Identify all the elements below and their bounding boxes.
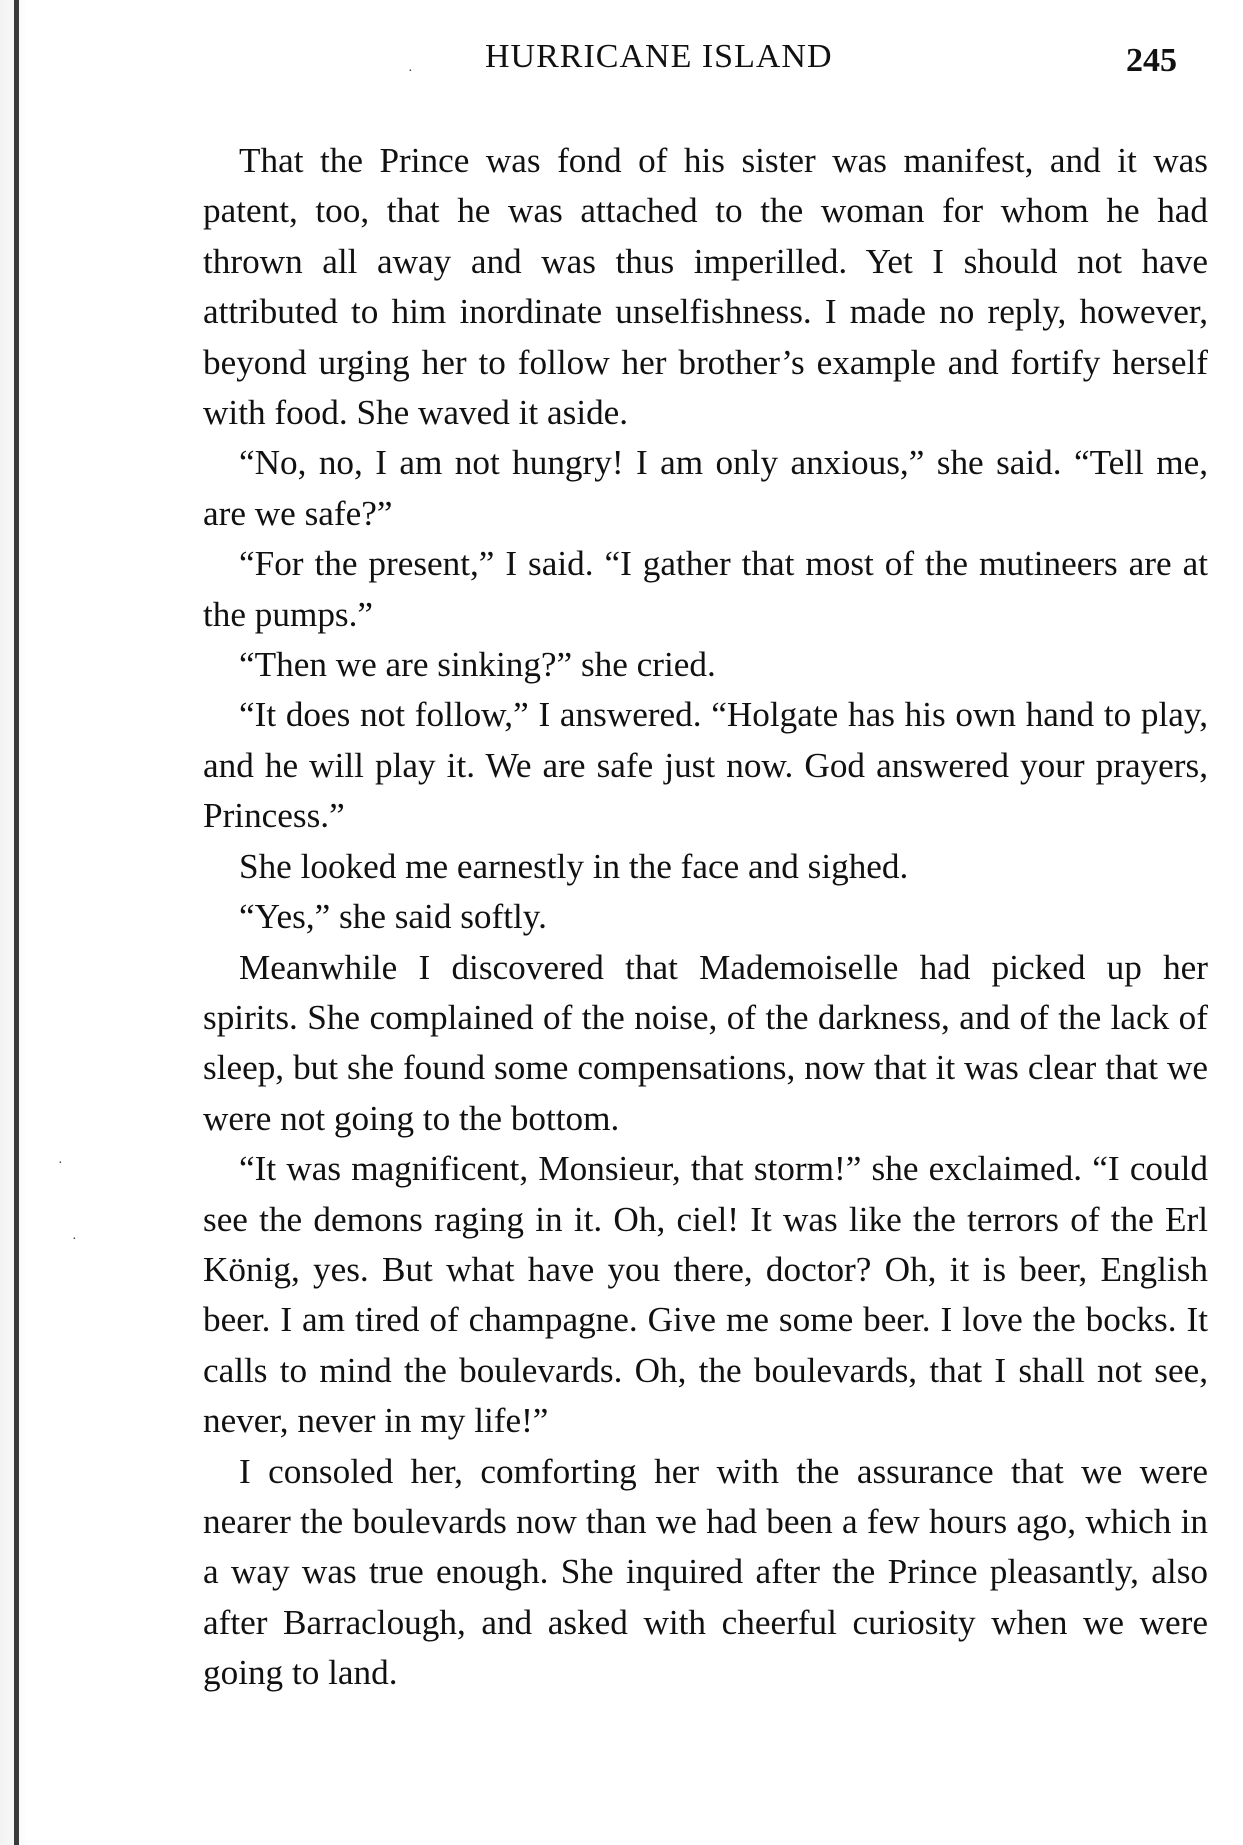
paragraph: “For the present,” I said. “I gather that most of the mutineers are at the pumps.” xyxy=(203,544,1208,634)
page-number: 245 xyxy=(1126,42,1177,79)
paragraph: I consoled her, comforting her with the assurance that we were nearer the boulevards now than we had been a few hours ago, which in a way was true enough. She inquired after the Prince pleasantly, also after Barraclough, and asked with cheerful curiosity when we were going to land. xyxy=(203,1451,1208,1693)
running-head: HURRICANE ISLAND xyxy=(485,38,833,75)
paragraph: “It was magnificent, Monsieur, that storm!” she exclaimed. “I could see the demons raging in it. Oh, ciel! It was like the terrors of the Erl König, yes. But what have you there, doctor? Oh, it is beer, English beer. I am tired of champagne. Give me some beer. I love the bocks. It calls to mind the boulevards. Oh, the boulevards, that I shall not see, never, never in my life!” xyxy=(203,1149,1208,1441)
body-text xyxy=(203,136,1208,1699)
paragraph: “It does not follow,” I answered. “Holgate has his own hand to play, and he will play it. We are safe just now. God answered your prayers, Princess.” xyxy=(203,695,1208,836)
stray-speck: · xyxy=(72,1232,77,1247)
paragraph: That the Prince was fond of his sister was manifest, and it was patent, too, that he was attached to the woman for whom he had thrown all away and was thus imperilled. Yet I should not have attributed to him inordinate unselfishness. I made no reply, however, beyond urging her to follow her brother’s example and fortify herself with food. She waved it aside. xyxy=(203,141,1208,433)
paragraph: “No, no, I am not hungry! I am only anxious,” she said. “Tell me, are we safe?” xyxy=(203,443,1208,533)
page-binding-edge xyxy=(14,0,19,1845)
paragraph: She looked me earnestly in the face and sighed. xyxy=(239,846,909,886)
paragraph: Meanwhile I discovered that Mademoiselle had picked up her spirits. She complained of the noise, of the darkness, and of the lack of sleep, but she found some compensations, now that it was clear that we were not going to the bottom. xyxy=(203,947,1208,1138)
stray-speck: · xyxy=(408,64,413,79)
stray-speck: · xyxy=(58,1156,63,1171)
paragraph: “Then we are sinking?” she cried. xyxy=(239,645,716,685)
paragraph: “Yes,” she said softly. xyxy=(239,897,547,937)
page-header xyxy=(0,38,1243,88)
